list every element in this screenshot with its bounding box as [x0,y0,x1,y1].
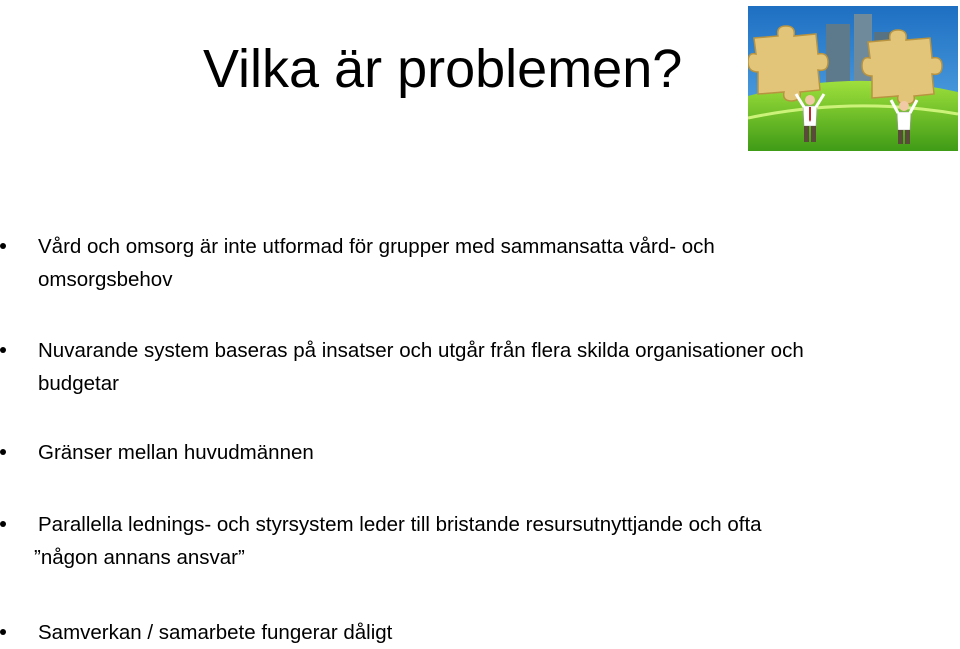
bullet-text: Gränser mellan huvudmännen [38,441,314,464]
bullet-dot [0,347,6,353]
bullet-text-continued: omsorgsbehov [38,268,173,291]
bullet-dot [0,449,6,455]
bullet-dot [0,629,6,635]
slide-title: Vilka är problemen? [203,39,683,99]
bullet-text: Parallella lednings- och styrsystem leder till bristande resursutnyttjande och ofta [38,513,762,536]
bullet-dot [0,243,6,249]
bullet-text: Samverkan / samarbete fungerar dåligt [38,621,393,644]
bullet-text: Nuvarande system baseras på insatser och utgår från flera skilda organisationer och [38,339,804,362]
bullet-text: Vård och omsorg är inte utformad för grupper med sammansatta vård- och [38,235,715,258]
bullet-text-continued: budgetar [38,372,119,395]
bullet-dot [0,521,6,527]
bullet-text-continued: ”någon annans ansvar” [34,546,245,569]
